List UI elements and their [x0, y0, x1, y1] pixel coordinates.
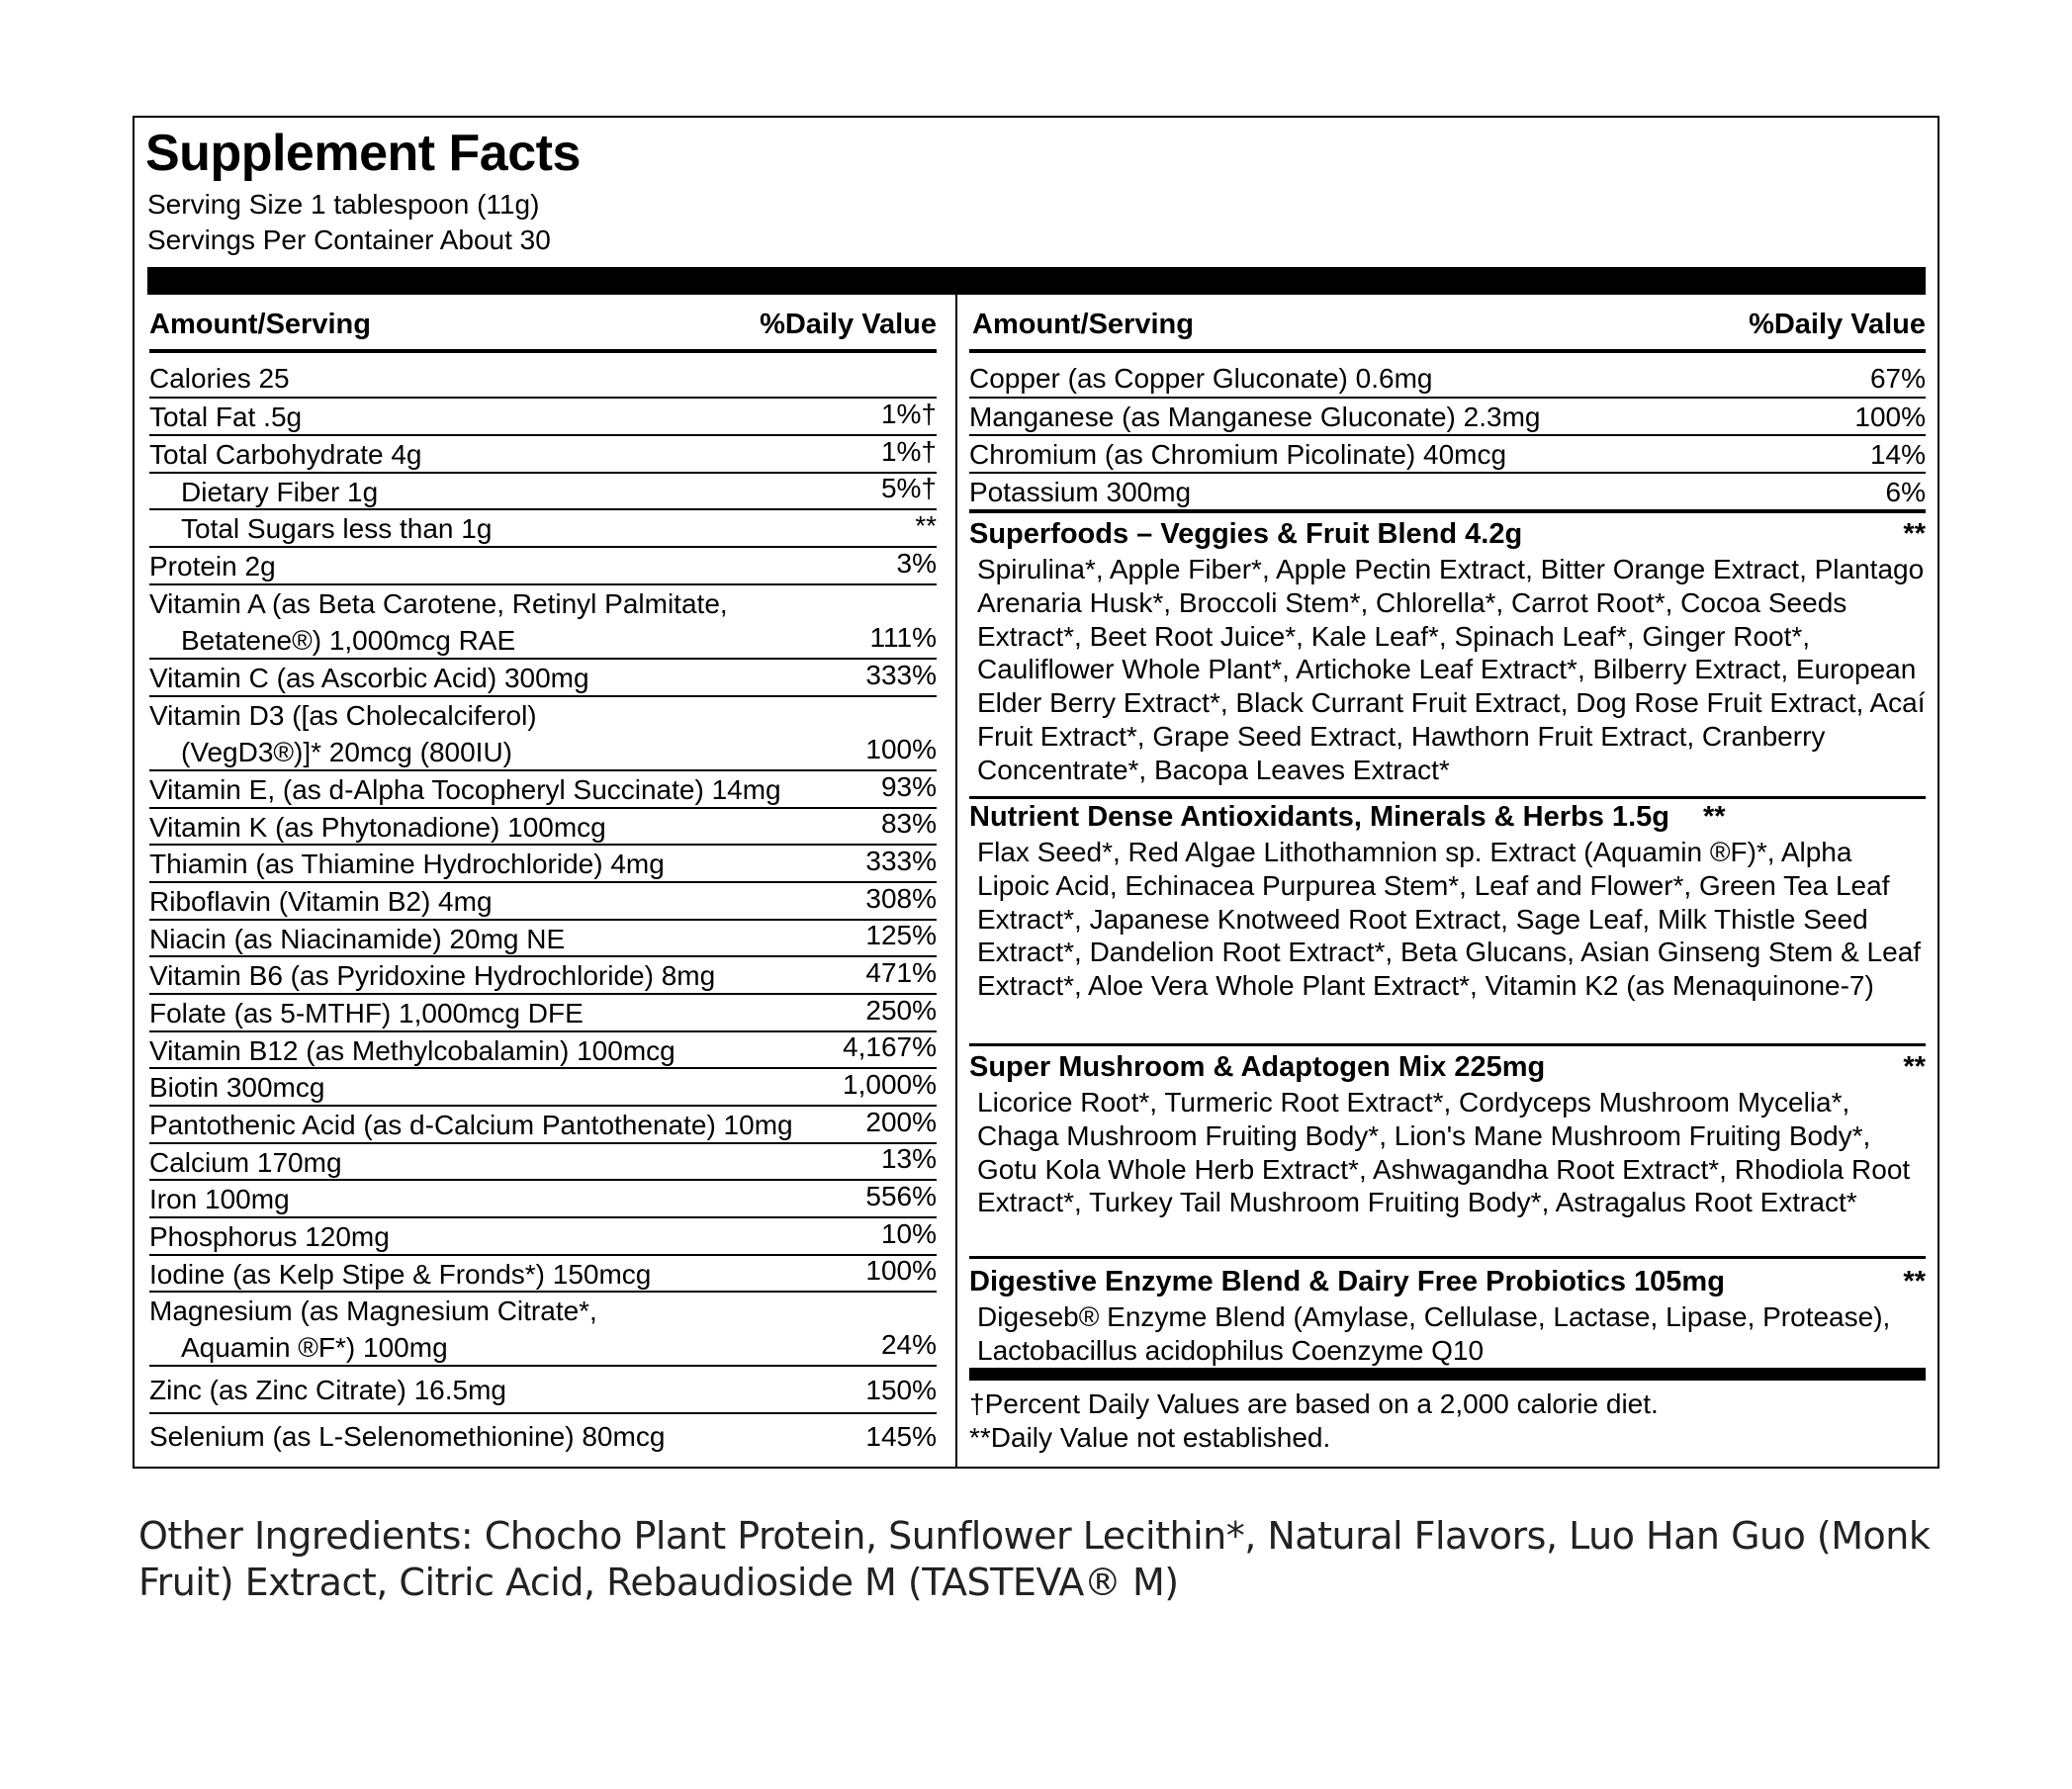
nutrient-row-total-carbohydrate: [149, 436, 937, 474]
nutrient-dv: 125%: [865, 920, 937, 950]
nutrient-name: Total Fat .5g: [149, 402, 303, 432]
nutrient-name: Vitamin D3 ([as Cholecalciferol): [149, 700, 537, 731]
nutrient-dv: 83%: [880, 808, 937, 839]
nutrient-row-vitamin-c: [149, 660, 937, 697]
header-divider-bar: [147, 267, 1926, 295]
nutrient-dv: 1%†: [880, 436, 937, 467]
nutrient-name: Pantothenic Acid (as d-Calcium Pantothenate) 10mg: [149, 1110, 793, 1140]
blend-dv: **: [1903, 518, 1926, 550]
nutrient-dv: 150%: [865, 1375, 937, 1405]
blend-dv: **: [1903, 1266, 1926, 1297]
mineral-dv: 100%: [1854, 402, 1926, 432]
nutrient-row-calories: [149, 360, 937, 399]
blend-mushroom: [969, 1049, 1926, 1219]
nutrient-dv: 1,000%: [843, 1069, 937, 1100]
nutrient-name: Vitamin B12 (as Methylcobalamin) 100mcg: [149, 1035, 676, 1066]
nutrient-dv: 250%: [865, 995, 937, 1026]
blend-antioxidants: [969, 799, 1926, 1003]
nutrient-row-iron: [149, 1181, 937, 1218]
nutrient-row-calcium: [149, 1144, 937, 1181]
nutrient-name: Calcium 170mg: [149, 1147, 342, 1178]
nutrient-name: Iron 100mg: [149, 1184, 290, 1214]
nutrient-row-dietary-fiber: [149, 474, 937, 510]
nutrient-dv: **: [915, 510, 937, 541]
left-amount-header: Amount/Serving: [149, 309, 371, 340]
mineral-name: Manganese (as Manganese Gluconate) 2.3mg: [969, 402, 1541, 432]
nutrient-name: Vitamin A (as Beta Carotene, Retinyl Palmitate,: [149, 588, 728, 619]
nutrient-row-niacin: [149, 921, 937, 957]
nutrient-dv: 471%: [865, 957, 937, 988]
blend-superfoods: [969, 516, 1926, 787]
nutrient-dv: 333%: [865, 660, 937, 690]
nutrient-row-vitamin-k: [149, 809, 937, 846]
nutrient-name-continued: (VegD3®)]* 20mcg (800IU): [181, 737, 512, 767]
right-amount-header: Amount/Serving: [972, 309, 1194, 340]
nutrient-row-vitamin-a: [149, 585, 937, 660]
mineral-dv: 6%: [1885, 477, 1926, 507]
nutrient-dv: 145%: [865, 1421, 937, 1452]
nutrient-row-vitamin-b12: [149, 1032, 937, 1069]
nutrient-dv: 100%: [865, 734, 937, 764]
blend-title: Digestive Enzyme Blend & Dairy Free Probiotics 105mg: [969, 1266, 1725, 1297]
nutrient-name: Calories 25: [149, 363, 290, 394]
nutrient-row-vitamin-e: [149, 771, 937, 809]
left-header-rule: [149, 349, 937, 353]
blend-ingredients: Spirulina*, Apple Fiber*, Apple Pectin Extract, Bitter Orange Extract, Plantago Arenaria Husk*, Broccoli Stem*, Chlorella*, Carrot Root*, Cocoa Seeds Extract*, Beet Root Juice*, Kale Leaf*, Spinach Leaf*, Ginger Root*, Cauliflower Whole Plant*, Artichoke Leaf Extract*, Bilberry Extract, European Elder Berry Extract*, Black Currant Fruit Extract, Dog Rose Fruit Extract, Acaí Fruit Extract*, Grape Seed Extract, Hawthorn Fruit Extract, Cranberry Concentrate*, Bacopa Leaves Extract*: [977, 554, 1926, 785]
left-dv-header: %Daily Value: [760, 309, 937, 340]
nutrient-dv: 24%: [880, 1329, 937, 1360]
footnote-divider-bar: [969, 1368, 1926, 1381]
nutrient-dv: 5%†: [880, 473, 937, 503]
servings-per-container: Servings Per Container About 30: [147, 224, 551, 255]
mineral-row-potassium: [969, 474, 1926, 513]
blend-ingredients: Flax Seed*, Red Algae Lithothamnion sp. Extract (Aquamin ®F)*, Alpha Lipoic Acid, Echinacea Purpurea Stem*, Leaf and Flower*, Green Tea Leaf Extract*, Japanese Knotweed Root Extract, Sage Leaf, Milk Thistle Seed Extract*, Dandelion Root Extract*, Beta Glucans, Asian Ginseng Stem & Leaf Extract*, Aloe Vera Whole Plant Extract*, Vitamin K2 (as Menaquinone-7): [977, 837, 1922, 1002]
nutrient-dv: 10%: [880, 1218, 937, 1249]
nutrient-row-total-fat: [149, 399, 937, 436]
nutrient-row-total-sugars: [149, 510, 937, 548]
nutrient-name: Riboflavin (Vitamin B2) 4mg: [149, 886, 493, 917]
nutrient-name: Vitamin B6 (as Pyridoxine Hydrochloride) 8mg: [149, 960, 716, 991]
blend-divider: [969, 1043, 1926, 1046]
nutrient-row-thiamin: [149, 846, 937, 883]
mineral-name: Potassium 300mg: [969, 477, 1192, 507]
nutrient-dv: 333%: [865, 846, 937, 876]
nutrient-name: Dietary Fiber 1g: [181, 477, 379, 507]
nutrient-row-riboflavin: [149, 883, 937, 921]
nutrient-row-folate: [149, 995, 937, 1032]
nutrient-row-protein: [149, 548, 937, 585]
nutrient-dv: 4,167%: [843, 1031, 937, 1062]
nutrient-name: Biotin 300mcg: [149, 1072, 325, 1103]
right-dv-header: %Daily Value: [1749, 309, 1926, 340]
nutrient-name: Niacin (as Niacinamide) 20mg NE: [149, 924, 566, 954]
blend-dv: **: [1702, 801, 1726, 833]
nutrient-name: Thiamin (as Thiamine Hydrochloride) 4mg: [149, 849, 665, 879]
nutrient-dv: 308%: [865, 883, 937, 914]
nutrient-name: Vitamin C (as Ascorbic Acid) 300mg: [149, 663, 589, 693]
blend-title: Superfoods – Veggies & Fruit Blend 4.2g: [969, 518, 1523, 550]
serving-size: Serving Size 1 tablespoon (11g): [147, 189, 540, 220]
nutrient-dv: 93%: [880, 771, 937, 802]
nutrient-row-iodine: [149, 1256, 937, 1293]
nutrient-dv: 1%†: [880, 399, 937, 429]
nutrient-name: Selenium (as L-Selenomethionine) 80mcg: [149, 1421, 666, 1452]
nutrient-name: Vitamin E, (as d-Alpha Tocopheryl Succinate) 14mg: [149, 774, 781, 805]
blend-title: Super Mushroom & Adaptogen Mix 225mg: [969, 1051, 1546, 1083]
blend-divider: [969, 1256, 1926, 1259]
nutrient-name: Vitamin K (as Phytonadione) 100mcg: [149, 812, 606, 843]
mineral-name: Copper (as Copper Gluconate) 0.6mg: [969, 363, 1433, 394]
footnote-not-established: **Daily Value not established.: [969, 1422, 1331, 1453]
nutrient-name: Phosphorus 120mg: [149, 1221, 390, 1252]
nutrient-name-continued: Aquamin ®F*) 100mg: [181, 1332, 448, 1363]
blend-title: Nutrient Dense Antioxidants, Minerals & Herbs 1.5g: [969, 801, 1669, 833]
mineral-row-manganese: [969, 399, 1926, 436]
nutrient-dv: 100%: [865, 1255, 937, 1286]
blend-dv: **: [1903, 1051, 1926, 1083]
other-ingredients: Other Ingredients: Chocho Plant Protein, Sunflower Lecithin*, Natural Flavors, Luo Han Guo (Monk Fruit) Extract, Citric Acid, Rebaudioside M (TASTEVA® M): [138, 1514, 1931, 1604]
nutrient-dv: 111%: [869, 622, 937, 653]
mineral-row-chromium: [969, 436, 1926, 474]
nutrient-dv: 3%: [896, 548, 937, 579]
nutrient-dv: 13%: [880, 1143, 937, 1174]
panel-title: Supplement Facts: [145, 125, 581, 182]
blend-ingredients: Digeseb® Enzyme Blend (Amylase, Cellulase, Lactase, Lipase, Protease), Lactobacillus acidophilus Coenzyme Q10: [977, 1301, 1891, 1366]
nutrient-name: Iodine (as Kelp Stipe & Fronds*) 150mcg: [149, 1259, 652, 1290]
right-header-rule: [969, 349, 1926, 353]
nutrient-name: Total Sugars less than 1g: [181, 513, 493, 544]
nutrient-row-vitamin-b6: [149, 957, 937, 995]
column-divider: [955, 295, 957, 1469]
nutrient-name-continued: Betatene®) 1,000mcg RAE: [181, 625, 516, 656]
nutrient-name: Protein 2g: [149, 551, 276, 581]
mineral-row-copper: [969, 360, 1926, 399]
nutrient-name: Folate (as 5-MTHF) 1,000mcg DFE: [149, 998, 584, 1029]
blend-ingredients: Licorice Root*, Turmeric Root Extract*, Cordyceps Mushroom Mycelia*, Chaga Mushroom Fruiting Body*, Lion's Mane Mushroom Fruiting Body*, Gotu Kola Whole Herb Extract*, Ashwagandha Root Extract*, Rhodiola Root Extract*, Turkey Tail Mushroom Fruiting Body*, Astragalus Root Extract*: [977, 1087, 1911, 1218]
nutrient-row-vitamin-d3: [149, 697, 937, 771]
nutrient-dv: 556%: [865, 1181, 937, 1211]
nutrient-name: Zinc (as Zinc Citrate) 16.5mg: [149, 1375, 506, 1405]
nutrient-name: Magnesium (as Magnesium Citrate*,: [149, 1296, 597, 1326]
nutrient-row-magnesium: [149, 1293, 937, 1367]
nutrient-dv: 200%: [865, 1107, 937, 1137]
footnote-daily-values: †Percent Daily Values are based on a 2,000 calorie diet.: [969, 1388, 1659, 1419]
mineral-name: Chromium (as Chromium Picolinate) 40mcg: [969, 439, 1507, 470]
nutrient-row-selenium: [149, 1414, 937, 1460]
mineral-dv: 14%: [1869, 439, 1926, 470]
nutrient-row-pantothenic-acid: [149, 1107, 937, 1144]
mineral-dv: 67%: [1869, 363, 1926, 394]
nutrient-row-phosphorus: [149, 1218, 937, 1256]
nutrient-name: Total Carbohydrate 4g: [149, 439, 422, 470]
blend-digestive: [969, 1264, 1926, 1368]
nutrient-row-biotin: [149, 1069, 937, 1107]
nutrient-row-zinc: [149, 1367, 937, 1414]
